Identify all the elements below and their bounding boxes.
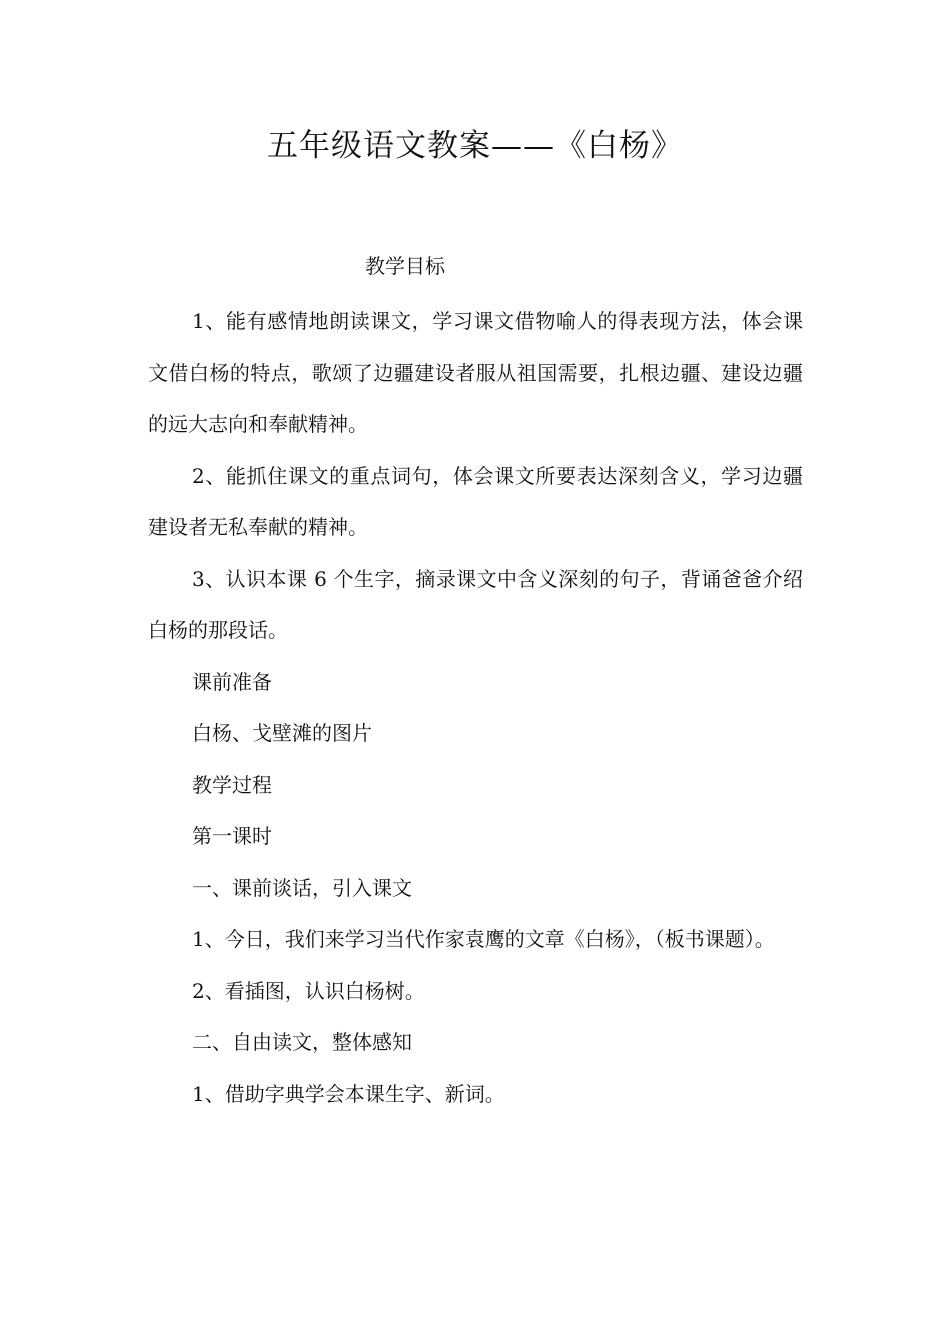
paragraph-step-1-1: 1、今日，我们来学习当代作家袁鹰的文章《白杨》，（板书课题）。 — [192, 927, 775, 951]
document-title: 五年级语文教案——《白杨》 — [267, 128, 683, 164]
paragraph-step-2-1: 1、借助字典学会本课生字、新词。 — [192, 1081, 505, 1106]
paragraph-goal-2: 2、能抓住课文的重点词句，体会课文所要表达深刻含义，学习边疆建设者无私奉献的精神。 — [148, 463, 803, 539]
paragraph-materials: 白杨、戈壁滩的图片 — [192, 721, 372, 745]
paragraph-step-1-2: 2、看插图，认识白杨树。 — [192, 978, 425, 1003]
heading-step-1: 一、课前谈话，引入课文 — [192, 875, 412, 900]
document-body — [148, 296, 803, 1120]
heading-first-lesson: 第一课时 — [192, 824, 272, 848]
paragraph-goal-1: 1、能有感情地朗读课文，学习课文借物喻人的得表现方法，体会课文借白杨的特点，歌颂了边疆建设者服从祖国需要，扎根边疆、建设边疆的远大志向和奉献精神。 — [148, 309, 803, 436]
heading-preparation: 课前准备 — [192, 669, 272, 694]
section-heading-teaching-goals: 教学目标 — [365, 254, 445, 278]
heading-step-2: 二、自由读文，整体感知 — [192, 1030, 412, 1054]
heading-teaching-process: 教学过程 — [192, 772, 272, 797]
paragraph-goal-3: 3、认识本课 6 个生字，摘录课文中含义深刻的句子，背诵爸爸介绍白杨的那段话。 — [148, 566, 803, 642]
